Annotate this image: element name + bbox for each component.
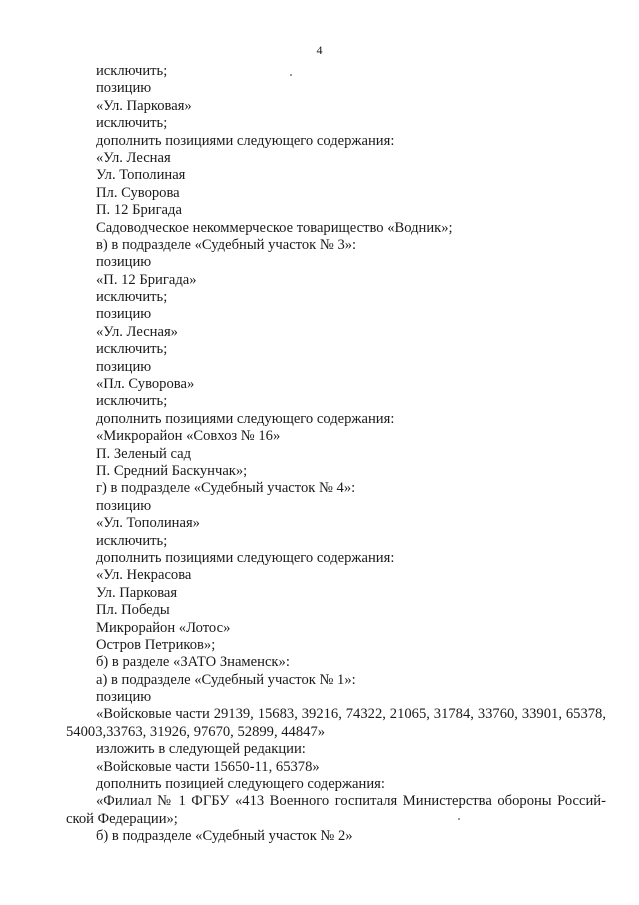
text-line: исключить; [96,393,168,410]
text-line: исключить; [96,289,168,306]
text-line: исключить; [96,115,168,132]
text-line: «Микрорайон «Совхоз № 16» [96,428,281,445]
text-line: «Ул. Парковая» [96,97,192,114]
text-line: позицию [96,306,152,323]
text-line: «Войсковые части 15650-11, 65378» [96,758,320,775]
text-line: «Пл. Суворова» [96,376,195,393]
text-line: П. Зеленый сад [96,445,192,462]
text-line: «Ул. Некрасова [96,567,192,584]
text-line: позицию [96,689,152,706]
text-line: Садоводческое некоммерческое товарищество «Водник»; [96,219,453,236]
text-line: изложить в следующей редакции: [96,741,306,758]
text-line: исключить; [96,532,168,549]
text-line: «П. 12 Бригада» [96,271,197,288]
scan-speck [290,74,292,76]
text-line: Пл. Победы [96,602,170,619]
text-line: «Ул. Лесная» [96,323,178,340]
scan-speck [458,818,460,820]
page-number: 4 [316,43,323,57]
text-line: исключить; [96,63,168,79]
text-line: позицию [96,254,152,271]
text-line: П. 12 Бригада [96,202,182,219]
text-line: «Войсковые части 29139, 15683, 39216, 74322, 21065, 31784, 33760, 33901, 65378, 54003,33763, 31926, 97670, 52899, 44847» [66,706,606,740]
text-line: а) в подразделе «Судебный участок № 1»: [96,671,356,688]
text-line: Ул. Парковая [96,584,178,601]
text-line: «Ул. Тополиная» [96,515,200,532]
text-line: Микрорайон «Лотос» [96,619,231,636]
text-line: г) в подразделе «Судебный участок № 4»: [96,480,356,497]
text-line: позицию [96,358,152,375]
text-line: «Ул. Лесная [96,149,171,166]
text-line: Ул. Тополиная [96,167,186,184]
text-line: б) в подразделе «Судебный участок № 2» [96,828,353,845]
text-line: дополнить позициями следующего содержания: [96,549,395,566]
text-line: Пл. Суворова [96,184,180,201]
document-body [66,63,606,846]
text-line: позицию [96,80,152,97]
text-line: дополнить позициями следующего содержания: [96,132,395,149]
text-line: П. Средний Баскунчак»; [96,462,248,479]
text-line: исключить; [96,341,168,358]
text-line: Остров Петриков»; [96,636,216,653]
text-line: дополнить позицией следующего содержания: [96,776,385,793]
text-line: «Филиал № 1 ФГБУ «413 Военного госпиталя Министерства обороны Российской Федерации»; [66,793,606,827]
text-line: дополнить позициями следующего содержания: [96,410,395,427]
text-line: б) в разделе «ЗАТО Знаменск»: [96,654,290,671]
text-line: в) в подразделе «Судебный участок № 3»: [96,236,357,253]
text-line: позицию [96,497,152,514]
